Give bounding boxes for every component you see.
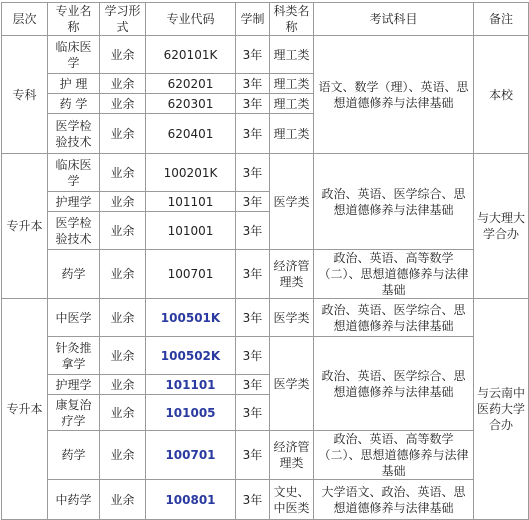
major-cell: 康复治疗学 (48, 395, 100, 431)
category-cell: 理工类 (270, 36, 314, 74)
major-cell: 药 学 (48, 94, 100, 114)
code-cell: 100201K (146, 154, 236, 192)
major-cell: 临床医学 (48, 36, 100, 74)
table-row (2, 480, 529, 520)
duration-cell: 3年 (236, 36, 270, 74)
mode-cell: 业余 (100, 395, 146, 431)
major-cell: 针灸推拿学 (48, 337, 100, 375)
header-row (2, 3, 529, 36)
category-cell: 经济管理类 (270, 431, 314, 480)
code-cell: 101101 (146, 192, 236, 212)
mode-cell: 业余 (100, 431, 146, 480)
category-cell: 医学类 (270, 337, 314, 431)
duration-cell: 3年 (236, 74, 270, 94)
subjects-cell: 政治、英语、高等数学（二）、思想道德修养与法律基础 (314, 431, 474, 480)
duration-cell: 3年 (236, 154, 270, 192)
mode-cell: 业余 (100, 192, 146, 212)
code-cell: 620101K (146, 36, 236, 74)
table-row (2, 337, 529, 375)
duration-cell: 3年 (236, 395, 270, 431)
major-cell: 药学 (48, 250, 100, 299)
major-cell: 医学检验技术 (48, 212, 100, 250)
header-mode: 学习形式 (100, 3, 146, 36)
duration-cell: 3年 (236, 212, 270, 250)
remark-cell: 本校 (474, 36, 529, 154)
mode-cell: 业余 (100, 480, 146, 520)
duration-cell: 3年 (236, 480, 270, 520)
major-cell: 临床医学 (48, 154, 100, 192)
category-cell: 医学类 (270, 154, 314, 250)
duration-cell: 3年 (236, 94, 270, 114)
majors-table (1, 2, 529, 520)
subjects-cell: 政治、英语、医学综合、思想道德修养与法律基础 (314, 154, 474, 250)
code-cell: 100501K (146, 299, 236, 337)
header-code: 专业代码 (146, 3, 236, 36)
mode-cell: 业余 (100, 250, 146, 299)
code-cell: 100701 (146, 250, 236, 299)
subjects-cell: 政治、英语、高等数学（二）、思想道德修养与法律基础 (314, 250, 474, 299)
duration-cell: 3年 (236, 431, 270, 480)
subjects-cell: 政治、英语、医学综合、思想道德修养与法律基础 (314, 299, 474, 337)
code-cell: 620201 (146, 74, 236, 94)
header-category: 科类名称 (270, 3, 314, 36)
subjects-cell: 大学语文、政治、英语、思想道德修养与法律基础 (314, 480, 474, 520)
level-cell: 专科 (2, 36, 48, 154)
header-major: 专业名称 (48, 3, 100, 36)
major-cell: 医学检验技术 (48, 114, 100, 154)
major-cell: 中医学 (48, 299, 100, 337)
mode-cell: 业余 (100, 337, 146, 375)
mode-cell: 业余 (100, 36, 146, 74)
code-cell: 620401 (146, 114, 236, 154)
code-cell: 101001 (146, 212, 236, 250)
major-cell: 护理学 (48, 192, 100, 212)
mode-cell: 业余 (100, 375, 146, 395)
mode-cell: 业余 (100, 94, 146, 114)
mode-cell: 业余 (100, 212, 146, 250)
major-cell: 护 理 (48, 74, 100, 94)
duration-cell: 3年 (236, 337, 270, 375)
category-cell: 理工类 (270, 114, 314, 154)
header-level: 层次 (2, 3, 48, 36)
table-row (2, 250, 529, 299)
code-cell: 100801 (146, 480, 236, 520)
category-cell: 文史、中医类 (270, 480, 314, 520)
duration-cell: 3年 (236, 114, 270, 154)
category-cell: 理工类 (270, 74, 314, 94)
duration-cell: 3年 (236, 192, 270, 212)
duration-cell: 3年 (236, 250, 270, 299)
header-subjects: 考试科目 (314, 3, 474, 36)
mode-cell: 业余 (100, 299, 146, 337)
major-cell: 中药学 (48, 480, 100, 520)
category-cell: 理工类 (270, 94, 314, 114)
table-row (2, 299, 529, 337)
subjects-cell: 政治、英语、医学综合、思想道德修养与法律基础 (314, 337, 474, 431)
mode-cell: 业余 (100, 74, 146, 94)
header-duration: 学制 (236, 3, 270, 36)
mode-cell: 业余 (100, 154, 146, 192)
level-cell: 专升本 (2, 299, 48, 520)
subjects-cell: 语文、数学（理）、英语、思想道德修养与法律基础 (314, 36, 474, 154)
level-cell: 专升本 (2, 154, 48, 299)
header-remark: 备注 (474, 3, 529, 36)
table-row (2, 154, 529, 192)
category-cell: 经济管理类 (270, 250, 314, 299)
code-cell: 100701 (146, 431, 236, 480)
code-cell: 620301 (146, 94, 236, 114)
major-cell: 药学 (48, 431, 100, 480)
table-row (2, 431, 529, 480)
duration-cell: 3年 (236, 299, 270, 337)
code-cell: 101101 (146, 375, 236, 395)
remark-cell: 与大理大学合办 (474, 154, 529, 299)
table-row (2, 36, 529, 74)
remark-cell: 与云南中医药大学合办 (474, 299, 529, 520)
code-cell: 100502K (146, 337, 236, 375)
major-cell: 护理学 (48, 375, 100, 395)
mode-cell: 业余 (100, 114, 146, 154)
category-cell: 医学类 (270, 299, 314, 337)
duration-cell: 3年 (236, 375, 270, 395)
code-cell: 101005 (146, 395, 236, 431)
